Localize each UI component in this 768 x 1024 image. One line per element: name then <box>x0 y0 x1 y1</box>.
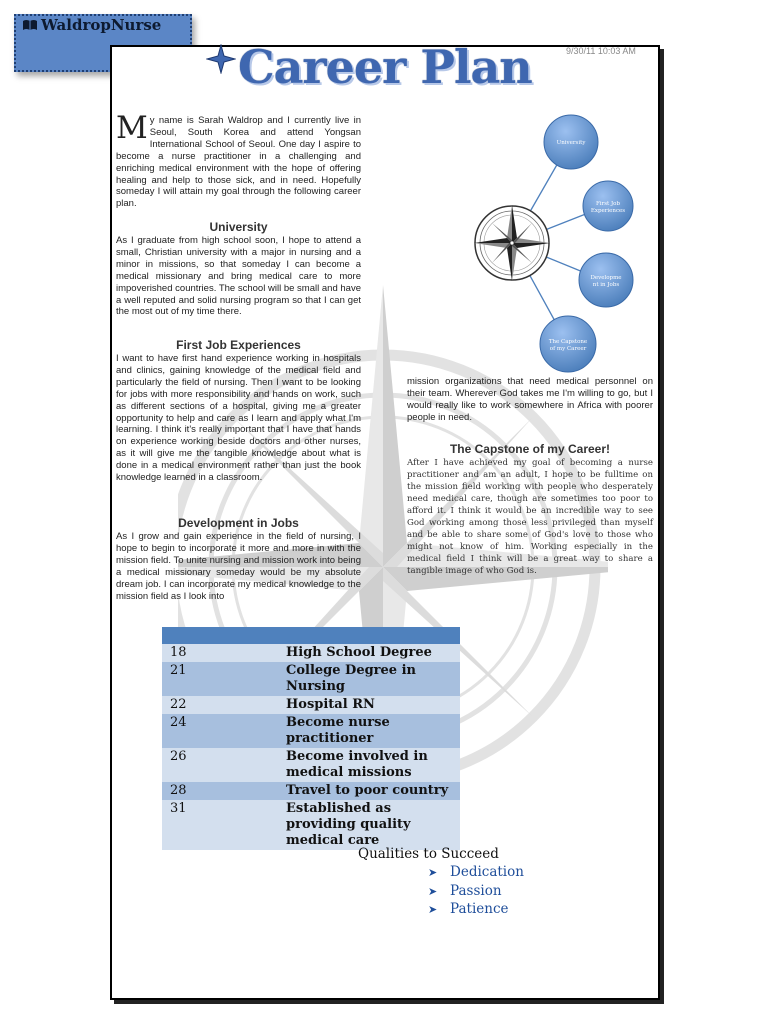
development-heading: Development in Jobs <box>178 516 299 530</box>
age-cell: 28 <box>162 782 278 800</box>
first-job-text: I want to have first hand experience working in hospitals and clinics, gaining knowledge of the medical field and particularly the field of nursing. Then I want to be looking for jobs with more responsibility and hands on work, such as different sections of a hospital, giving me a greater opportunity to help and care as I learn and apply what I'm learning. I think it's really important that I have that hands on experience working beside doctors and other nurses, as it will give me the tangible knowledge about what is done in a medical environment rather than just the book knowledge learned in a classroom. <box>116 353 361 484</box>
diagram-node-capstone <box>540 316 596 372</box>
goal-cell: Become involved in medical missions <box>278 748 460 782</box>
quality-label: Patience <box>450 901 509 917</box>
blog-name[interactable] <box>22 16 161 34</box>
compass-hub-icon <box>474 205 550 281</box>
page-title: Career Plan <box>238 40 532 94</box>
drop-cap: M <box>116 110 148 146</box>
goal-cell: Travel to poor country <box>278 782 460 800</box>
capstone-heading: The Capstone of my Career! <box>449 442 611 456</box>
node-label: of my Career <box>549 346 587 352</box>
diagram-node-university <box>544 115 598 169</box>
list-item <box>428 864 524 883</box>
age-cell: 22 <box>162 696 278 714</box>
node-label: First Job <box>595 201 621 207</box>
node-label: Developme <box>590 275 622 281</box>
arrow-bullet-icon: ➤ <box>428 903 438 916</box>
goal-cell: College Degree in Nursing <box>278 662 460 696</box>
age-cell: 31 <box>162 800 278 850</box>
university-heading: University <box>209 220 268 234</box>
list-item <box>428 883 524 902</box>
age-cell: 18 <box>162 644 278 662</box>
age-cell: 21 <box>162 662 278 696</box>
table-header-row <box>162 627 460 644</box>
node-label: The Capstone <box>548 339 588 345</box>
node-label: nt in Jobs <box>592 282 620 288</box>
table-row <box>162 748 460 782</box>
capstone-text: After I have achieved my goal of becoming a nurse practitioner and am an adult, I hope to be fulltime on the mission field working with people who desperately need medical care, though are sometimes too poor to afford it. I think it would be an incredible way to see God working among those less privileged than myself and be able to share some of God's love to those who might not know of him. Working especially in the medical field I think will be a great way to share a tangible image of who God is. <box>407 458 653 576</box>
diagram-node-first-job <box>583 181 633 231</box>
table-row <box>162 800 460 850</box>
development-text: As I grow and gain experience in the field of nursing, I hope to begin to incorporate it more and more in with the mission field. To unite nursing and mission work into being a medical missionary someday would be my absolute dream job. I can incorporate my medical knowledge to the mission field as I look into <box>116 531 361 602</box>
blog-name-text: WaldropNurse <box>41 16 162 34</box>
arrow-bullet-icon: ➤ <box>428 884 438 898</box>
table-row <box>162 644 460 662</box>
intro-text: y name is Sarah Waldrop and I currently live in Seoul, South Korea and attend Yongsan International School of Seoul. One day I aspire to become a nurse practitioner in a challenging and enriching medical environment with the hope of offering healing and help to those sick, and in need. Hopefully someday I will attain my goal through the following career plan. <box>116 115 361 210</box>
book-icon <box>22 19 38 31</box>
timestamp: 9/30/11 10:03 AM <box>566 46 636 56</box>
intro-paragraph <box>116 110 361 210</box>
qualities-list <box>428 864 524 920</box>
quality-label: Dedication <box>450 864 524 880</box>
star-icon <box>206 44 236 74</box>
career-diagram <box>460 110 660 380</box>
goal-cell: Become nurse practitioner <box>278 714 460 748</box>
list-item <box>428 901 524 920</box>
table-row <box>162 696 460 714</box>
table-row <box>162 782 460 800</box>
age-cell: 24 <box>162 714 278 748</box>
goal-cell: High School Degree <box>278 644 460 662</box>
quality-label: Passion <box>450 882 502 899</box>
timeline-table <box>162 627 460 850</box>
qualities-title: Qualities to Succeed <box>358 846 499 862</box>
university-text: As I graduate from high school soon, I hope to attend a small, Christian university with a major in nursing and a minor in missions, so that someday I can become a medical missionary and bring medical care to more impoverished countries. The school will be small and have a well reputed and solid nursing program so that I can get the most out of my time there. <box>116 235 361 318</box>
goal-cell: Established as providing quality medical care <box>278 800 460 850</box>
node-label: University <box>556 140 586 146</box>
development-text-continued: mission organizations that need medical personnel on their team. Wherever God takes me I'm willing to go, but I would really like to work somewhere in Africa with poorer people in need. <box>407 376 653 423</box>
node-label: Experiences <box>590 208 626 214</box>
diagram-node-development <box>579 253 633 307</box>
table-row <box>162 662 460 696</box>
table-row <box>162 714 460 748</box>
age-cell: 26 <box>162 748 278 782</box>
goal-cell: Hospital RN <box>278 696 460 714</box>
arrow-bullet-icon: ➤ <box>428 866 438 879</box>
first-job-heading: First Job Experiences <box>176 338 301 352</box>
